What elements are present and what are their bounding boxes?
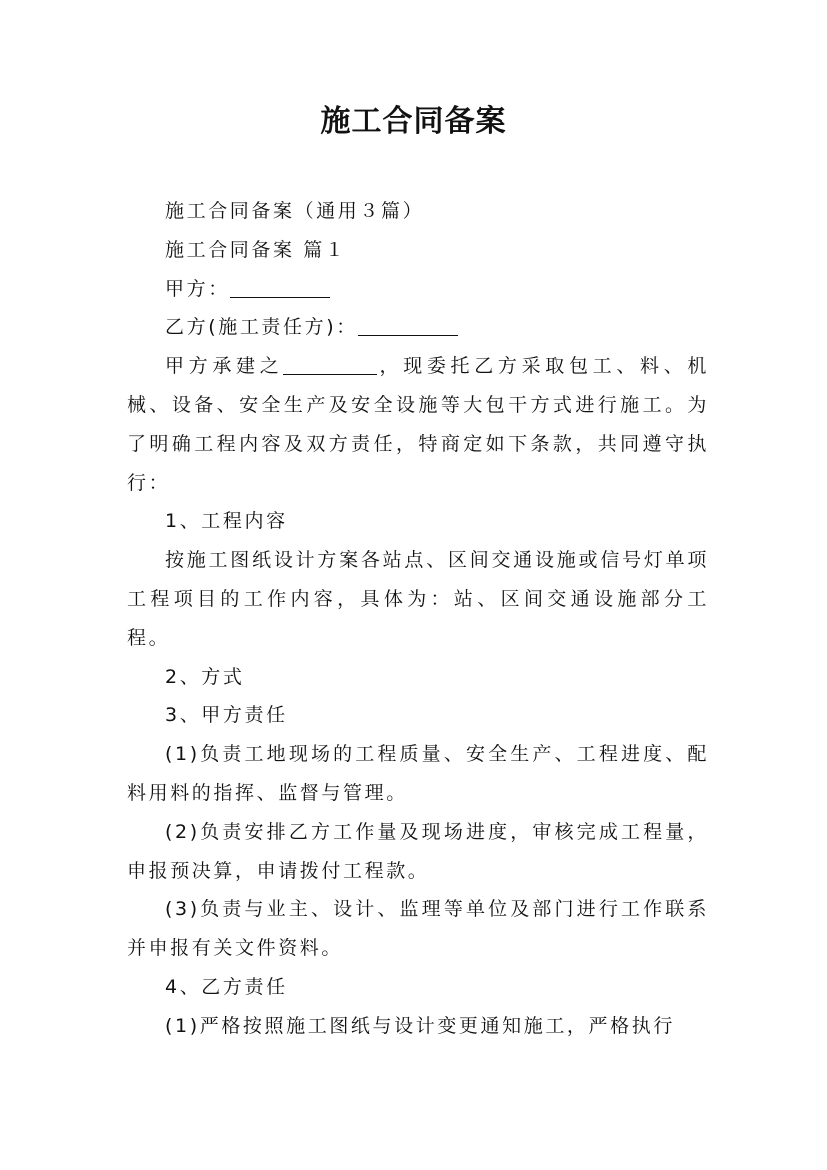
heading-3: 3、甲方责任 [165,704,288,727]
item-4-1: (1)严格按照施工图纸与设计变更通知施工，严格执行 [165,1014,675,1037]
document-subtitle: 施工合同备案（通用３篇） [165,200,425,222]
intro-paragraph [127,347,709,502]
item-3-2: (2)负责安排乙方工作量及现场进度，审核完成工程量，申报预决算，申请拨付工程款。 [127,820,709,882]
heading-2: 2、方式 [165,665,245,688]
item-3-1: (1)负责工地现场的工程质量、安全生产、工程进度、配料用料的指挥、监督与管理。 [127,743,709,804]
paragraph-1: 按施工图纸设计方案各站点、区间交通设施或信号灯单项工程项目的工作内容，具体为：站、区间交通设施部分工程。 [127,549,709,649]
document-body [127,192,709,1046]
section-heading: 施工合同备案 篇１ [165,238,347,261]
party-b-blank [358,315,458,336]
heading-4: 4、乙方责任 [165,975,288,998]
party-a-label: 甲方： [165,277,230,300]
intro-part2: ，现委托乙方采取包工、料、机械、设备、安全生产及安全设施等大包干方式进行施工。为了明确工程内容及双方责任，特商定如下条款，共同遵守执行： [127,355,709,494]
party-b-label: 乙方(施工责任方)： [165,316,358,339]
item-3-3: (3)负责与业主、设计、监理等单位及部门进行工作联系并申报有关文件资料。 [127,898,709,960]
party-a-line [127,270,709,309]
document-title: 施工合同备案 [320,104,507,139]
project-name-blank [283,354,377,375]
party-a-blank [230,277,330,298]
heading-1: 1、工程内容 [165,510,288,533]
intro-part1: 甲方承建之 [165,355,284,378]
party-b-line [127,308,709,347]
